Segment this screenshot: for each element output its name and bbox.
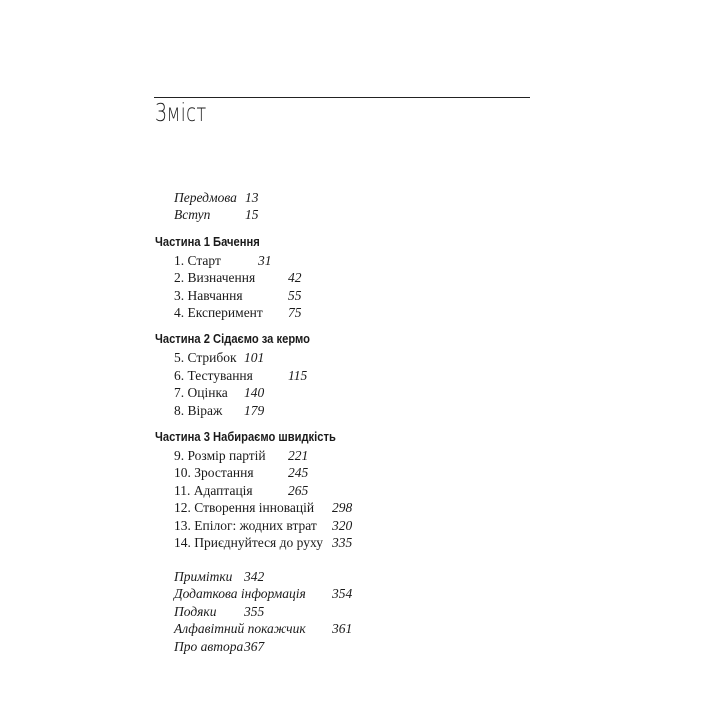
entry-label: 1. Старт xyxy=(174,253,221,268)
page-number: 15 xyxy=(245,207,259,222)
entry-label: 6. Тестування xyxy=(174,368,253,383)
toc-entry-chapter-13 xyxy=(174,517,353,534)
toc-entry-chapter-3 xyxy=(174,287,302,304)
page-number: 355 xyxy=(244,604,265,619)
toc-entry-chapter-10 xyxy=(174,464,309,481)
entry-label: 13. Епілог: жодних втрат xyxy=(174,518,317,533)
entry-label: Вступ xyxy=(174,207,211,222)
entry-label: 3. Навчання xyxy=(174,288,243,303)
top-rule xyxy=(154,97,530,98)
toc-entry-notes xyxy=(174,568,265,585)
toc-entry-chapter-14 xyxy=(174,534,353,551)
part-heading-1: Частина 1 Бачення xyxy=(155,234,260,249)
toc-entry-chapter-7 xyxy=(174,384,265,401)
entry-label: 9. Розмір партій xyxy=(174,448,266,463)
entry-label: 5. Стрибок xyxy=(174,350,237,365)
entry-label: Примітки xyxy=(174,569,233,584)
entry-label: 11. Адаптація xyxy=(174,483,253,498)
entry-label: 2. Визначення xyxy=(174,270,256,285)
toc-entry-acknowledgements xyxy=(174,603,265,620)
page-number: 115 xyxy=(288,368,308,383)
page-number: 245 xyxy=(288,465,309,480)
page-number: 101 xyxy=(244,350,265,365)
toc-entry-chapter-2 xyxy=(174,269,302,286)
page-number: 320 xyxy=(332,518,353,533)
entry-label: 10. Зростання xyxy=(174,465,254,480)
entry-label: Передмова xyxy=(174,190,237,205)
toc-entry-chapter-5 xyxy=(174,349,265,366)
page-number: 140 xyxy=(244,385,265,400)
page-number: 75 xyxy=(288,305,302,320)
entry-label: Алфавітний покажчик xyxy=(174,621,306,636)
toc-entry-index xyxy=(174,620,353,637)
toc-entry-chapter-4 xyxy=(174,304,302,321)
page-title: Зміст xyxy=(155,98,207,127)
page-number: 179 xyxy=(244,403,265,418)
entry-label: Додаткова інформація xyxy=(174,586,306,601)
page-number: 298 xyxy=(332,500,353,515)
page-number: 265 xyxy=(288,483,309,498)
entry-label: 4. Експеримент xyxy=(174,305,263,320)
entry-label: 8. Віраж xyxy=(174,403,223,418)
page-number: 221 xyxy=(288,448,309,463)
entry-label: 7. Оцінка xyxy=(174,385,228,400)
page-number: 55 xyxy=(288,288,302,303)
page-number: 335 xyxy=(332,535,353,550)
entry-label: Подяки xyxy=(174,604,217,619)
page-number: 13 xyxy=(245,190,259,205)
toc-entry-foreword xyxy=(174,189,259,206)
toc-entry-chapter-6 xyxy=(174,367,308,384)
page-number: 342 xyxy=(244,569,265,584)
entry-label: 14. Приєднуйтеся до руху xyxy=(174,535,323,550)
toc-entry-chapter-11 xyxy=(174,482,309,499)
page-number: 31 xyxy=(258,253,272,268)
toc-entry-additional-info xyxy=(174,585,353,602)
page-number: 367 xyxy=(244,639,265,654)
entry-label: Про автора xyxy=(174,639,244,654)
part-heading-2: Частина 2 Сідаємо за кермо xyxy=(155,331,310,346)
entry-label: 12. Створення інновацій xyxy=(174,500,315,515)
toc-entry-chapter-9 xyxy=(174,447,309,464)
part-heading-3: Частина 3 Набираємо швидкість xyxy=(155,429,336,444)
toc-entry-introduction xyxy=(174,206,259,223)
page-number: 361 xyxy=(332,621,353,636)
page-number: 354 xyxy=(332,586,353,601)
toc-entry-chapter-8 xyxy=(174,402,265,419)
toc-entry-chapter-1 xyxy=(174,252,272,269)
toc-entry-chapter-12 xyxy=(174,499,353,516)
page-number: 42 xyxy=(288,270,302,285)
toc-entry-about-author xyxy=(174,638,265,655)
